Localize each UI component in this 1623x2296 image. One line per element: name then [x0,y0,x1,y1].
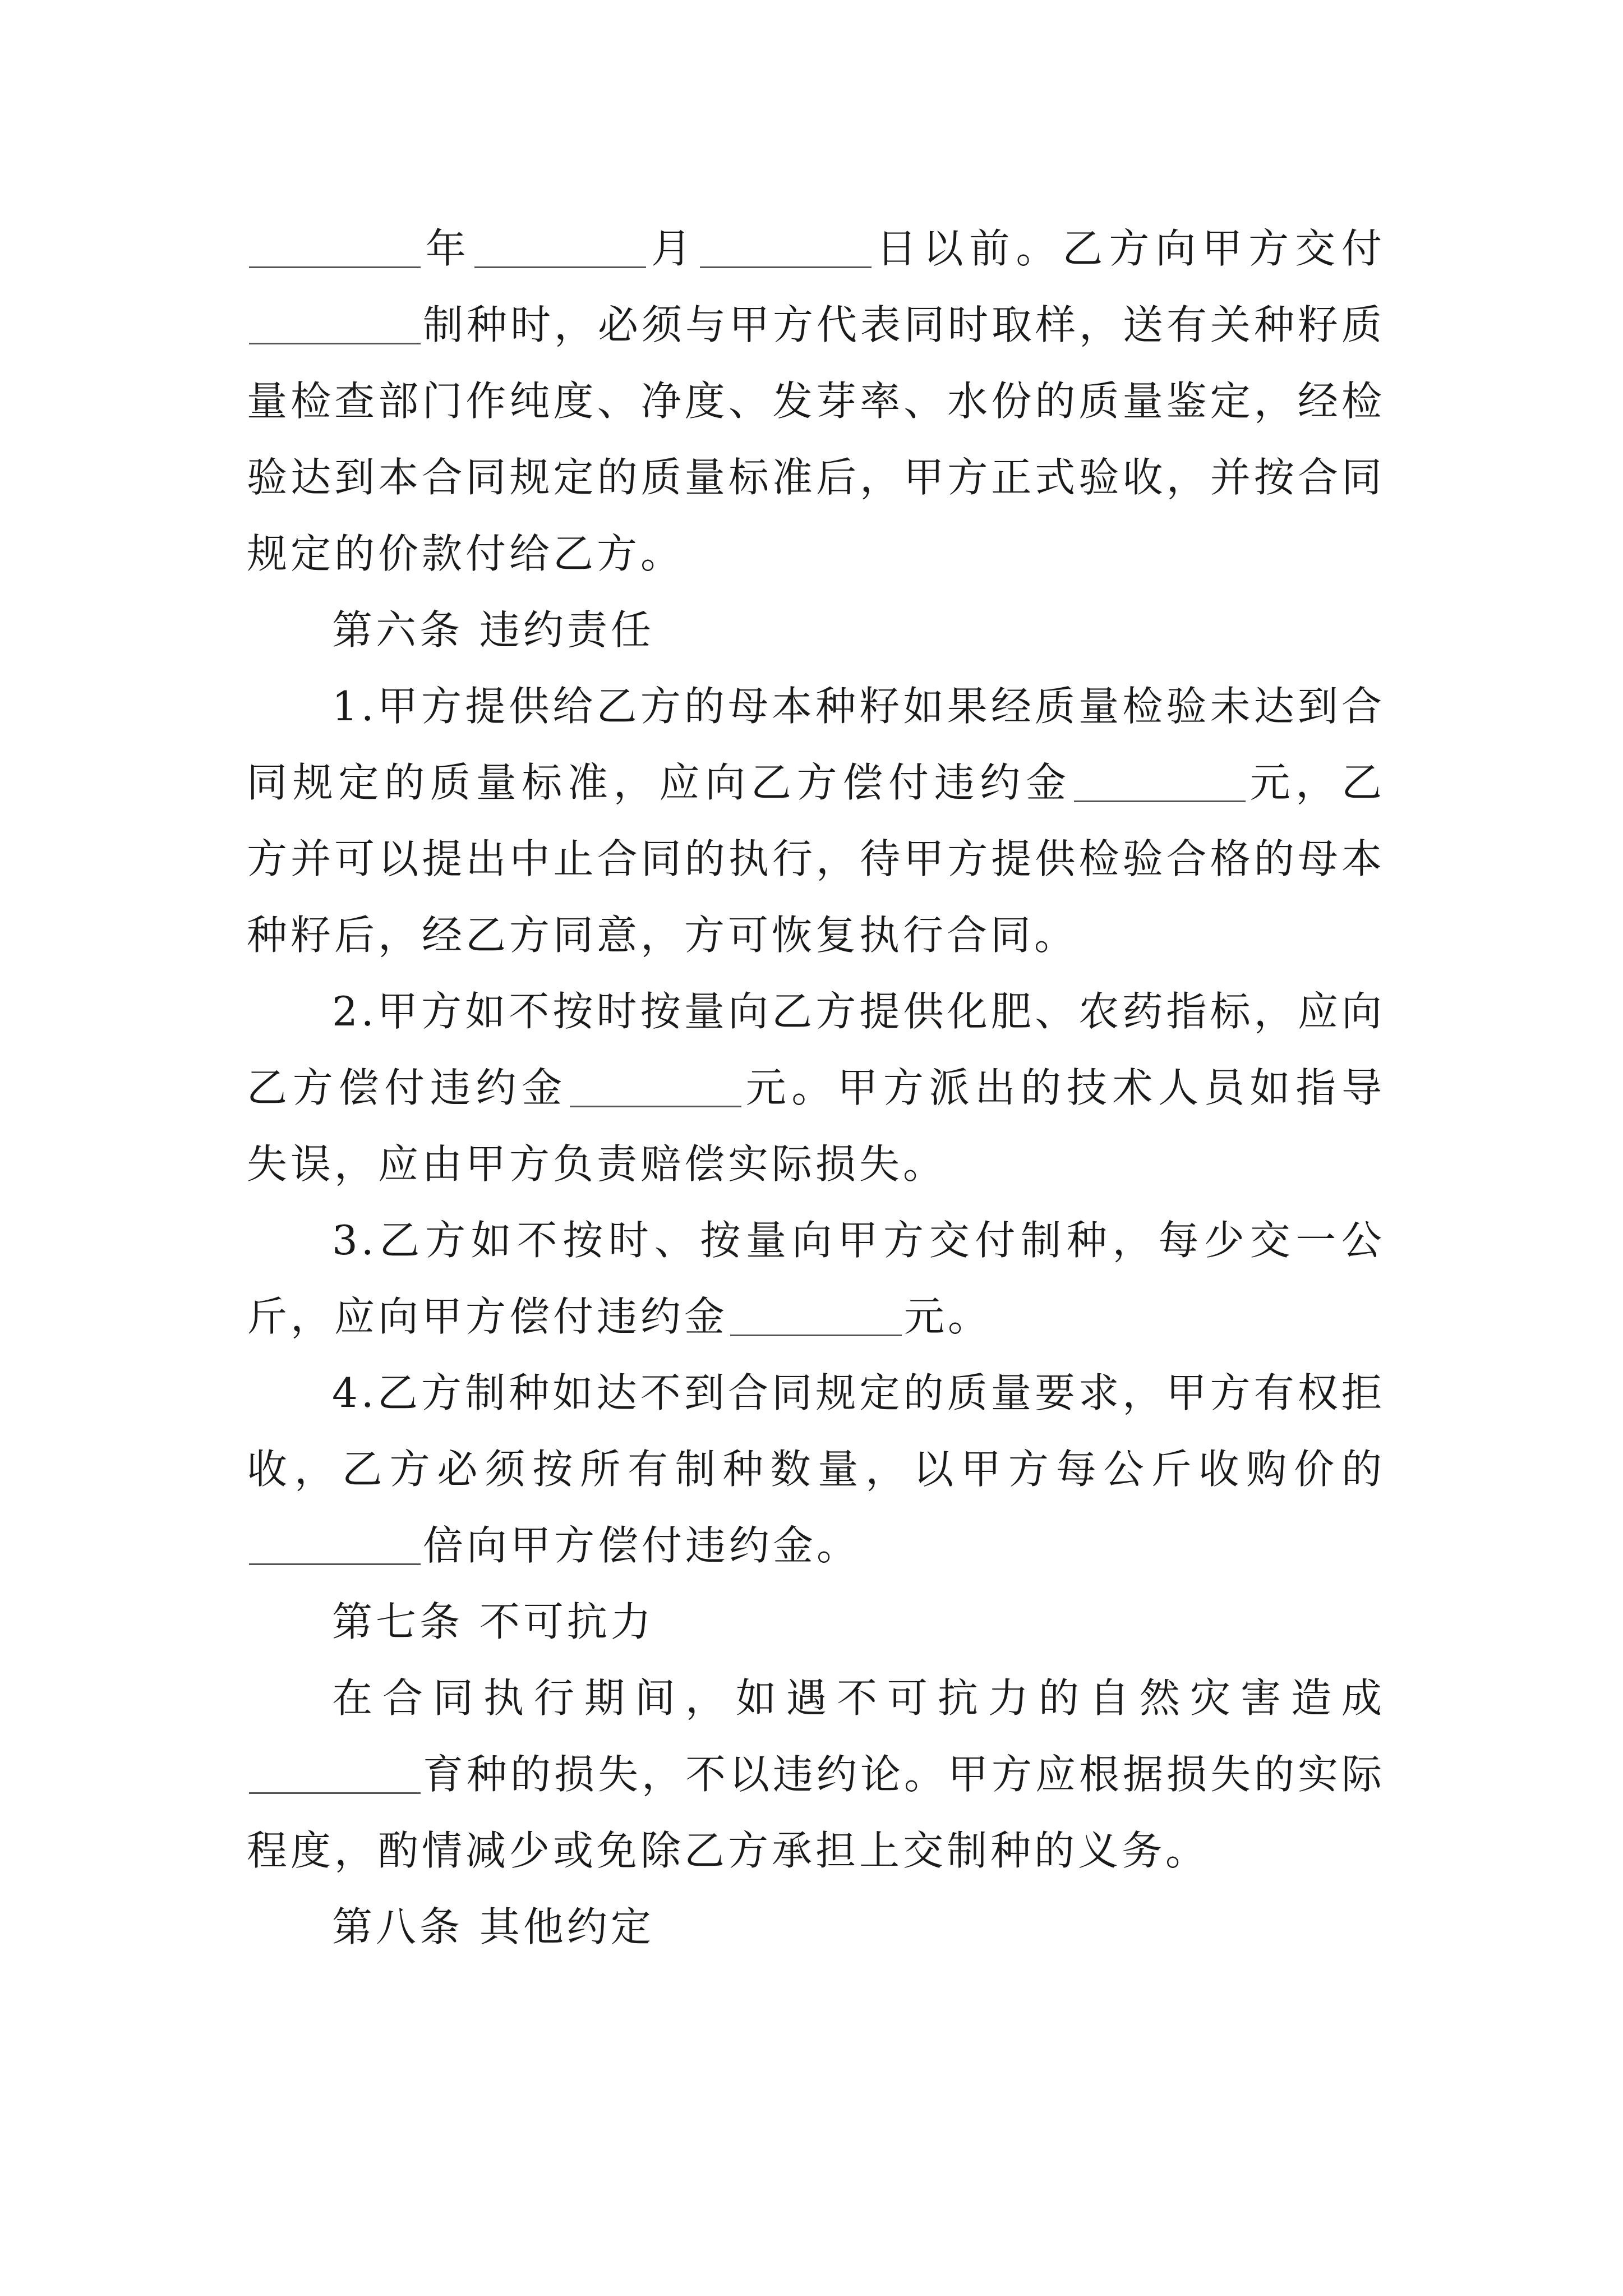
paragraph-text: 育种的损失，不以违约论。甲方应根据损失的实际程度，酌情减少或免除乙方承担上交制种的义务。 [247,1751,1386,1874]
fill-in-blank[interactable] [730,1294,902,1336]
paragraph-text: 第七条 不可抗力 [332,1598,654,1645]
fill-in-blank[interactable] [249,302,421,344]
paragraph-text: 4.乙方制种如达不到合同规定的质量要求，甲方有权拒收，乙方必须按所有制种数量，以甲方每公斤收购价的 [247,1369,1385,1493]
paragraph [247,1202,1385,1355]
section-heading [247,1584,1385,1660]
paragraph-text: 第八条 其他约定 [332,1903,654,1950]
contract-text-body [247,210,1385,1965]
paragraph-text: 倍向甲方偿付违约金。 [423,1522,861,1569]
fill-in-blank[interactable] [249,1752,421,1794]
paragraph-text: 2.甲方如不按时按量向乙方提供化肥、农药指标，应向乙方偿付违约金 [247,988,1385,1111]
fill-in-blank[interactable] [249,1523,421,1565]
paragraph-text: 日以前。乙方向甲方交付 [873,225,1385,272]
paragraph-text: 1.甲方提供给乙方的母本种籽如果经质量检验未达到合同规定的质量标准，应向乙方偿付违约金 [247,683,1385,806]
fill-in-blank[interactable] [474,226,646,268]
fill-in-blank[interactable] [700,226,872,268]
paragraph-text: 月 [648,225,698,272]
paragraph-text: 制种时，必须与甲方代表同时取样，送有关种籽质量检查部门作纯度、净度、发芽率、水份的质量鉴定，经检验达到本合同规定的质量标准后，甲方正式验收，并按合同规定的价款付给乙方。 [247,301,1386,577]
fill-in-blank[interactable] [570,1065,741,1107]
paragraph-text: 第六条 违约责任 [332,606,654,654]
paragraph-text: 元。甲方派出的技术人员如指导失误，应由甲方负责赔偿实际损失。 [247,1064,1385,1188]
paragraph-text: 在合同执行期间，如遇不可抗力的自然灾害造成 [332,1674,1385,1722]
paragraph [247,1660,1385,1889]
paragraph-text: 元，乙方并可以提出中止合同的执行，待甲方提供检验合格的母本种籽后，经乙方同意，方可恢复执行合同。 [247,759,1385,959]
section-heading [247,592,1385,668]
paragraph-text: 元。 [904,1293,992,1340]
paragraph [247,668,1385,973]
paragraph [247,973,1385,1202]
paragraph-text: 3.乙方如不按时、按量向甲方交付制种，每少交一公斤，应向甲方偿付违约金 [247,1217,1385,1340]
section-heading [247,1889,1385,1965]
fill-in-blank[interactable] [1074,760,1246,802]
paragraph-text: 年 [423,225,472,272]
fill-in-blank[interactable] [249,226,421,268]
paragraph [247,1355,1385,1584]
paragraph [247,210,1385,592]
